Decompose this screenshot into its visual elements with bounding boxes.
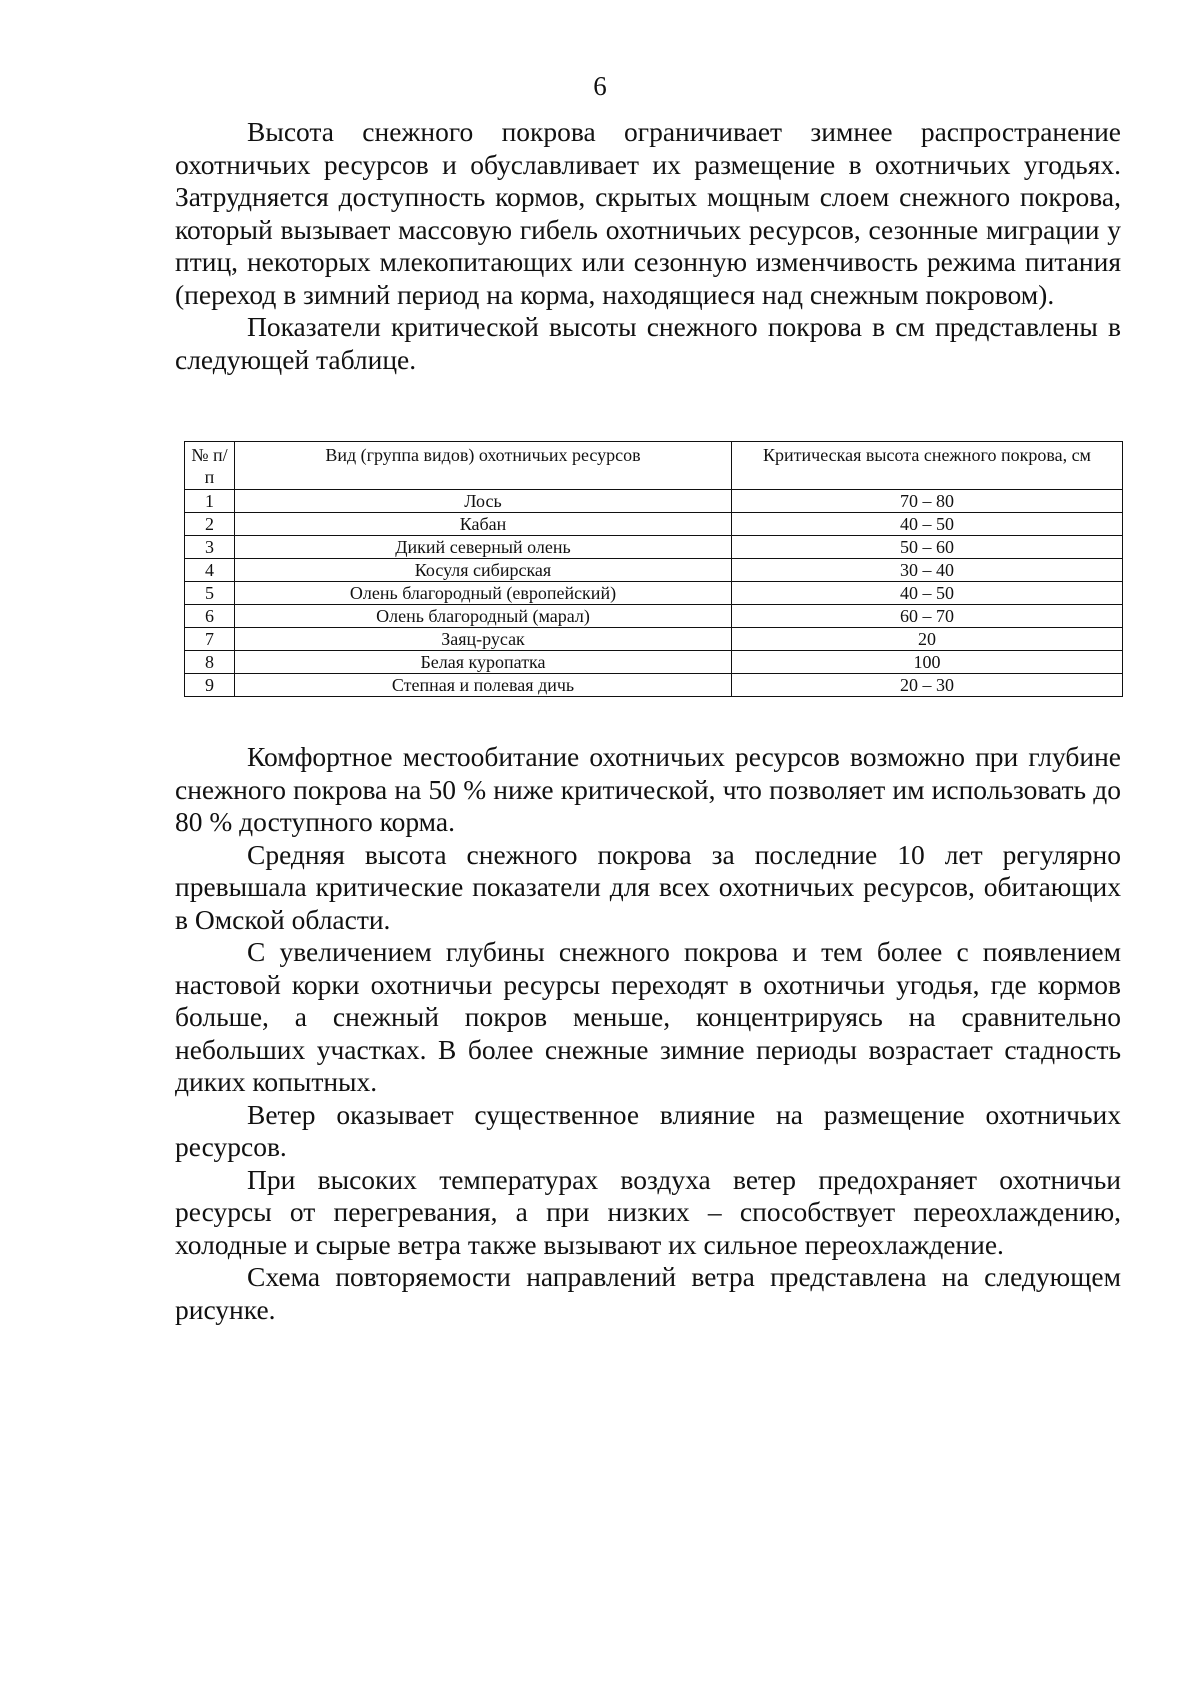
paragraph: Высота снежного покрова ограничивает зимнее распространение охотничьих ресурсов и обуславливает их размещение в охотничьих угодьях. Затрудняется доступность кормов, скрытых мощным слоем снежного покрова, который вызывает массовую гибель охотничьих ресурсов, сезонные миграции у птиц, некоторых млекопитающих или сезонную изменчивость режима питания (переход в зимний период на корма, находящиеся над снежным покровом). (175, 116, 1121, 310)
cell-species: Лось (235, 490, 732, 513)
paragraph: Ветер оказывает существенное влияние на размещение охотничьих ресурсов. (175, 1098, 1121, 1162)
cell-critical-height: 60 – 70 (732, 605, 1123, 628)
cell-number: 9 (185, 674, 235, 697)
cell-number: 2 (185, 513, 235, 536)
table-row (185, 651, 1123, 674)
table-row (185, 674, 1123, 697)
snow-depth-table-container (184, 441, 1122, 697)
cell-species: Степная и полевая дичь (235, 674, 732, 697)
cell-species: Косуля сибирская (235, 559, 732, 582)
paragraph: При высоких температурах воздуха ветер предохраняет охотничьи ресурсы от перегревания, а при низких – способствует переохлаждению, холодные и сырые ветра также вызывают их сильное переохлаждение. (175, 1163, 1121, 1260)
cell-number: 4 (185, 559, 235, 582)
table-row (185, 582, 1123, 605)
header-species: Вид (группа видов) охотничьих ресурсов (235, 442, 732, 490)
header-number: № п/п (185, 442, 235, 490)
cell-critical-height: 20 (732, 628, 1123, 651)
cell-critical-height: 70 – 80 (732, 490, 1123, 513)
paragraph: С увеличением глубины снежного покрова и тем более с появлением настовой корки охотничьи ресурсы переходят в охотничьи угодья, где кормов больше, а снежный покров меньше, концентрируясь на сравнительно небольших участках. В более снежные зимние периоды возрастает стадность диких копытных. (175, 936, 1121, 1097)
body-text-bottom (175, 741, 1121, 1326)
table-row (185, 559, 1123, 582)
paragraph: Комфортное местообитание охотничьих ресурсов возможно при глубине снежного покрова на 50 % ниже критической, что позволяет им использовать до 80 % доступного корма. (175, 741, 1121, 837)
cell-species: Дикий северный олень (235, 536, 732, 559)
cell-critical-height: 40 – 50 (732, 513, 1123, 536)
header-critical-height: Критическая высота снежного покрова, см (732, 442, 1123, 490)
cell-critical-height: 20 – 30 (732, 674, 1123, 697)
body-text-top (175, 116, 1121, 376)
cell-species: Заяц-русак (235, 628, 732, 651)
table-row (185, 628, 1123, 651)
cell-species: Олень благородный (европейский) (235, 582, 732, 605)
paragraph: Средняя высота снежного покрова за последние 10 лет регулярно превышала критические показатели для всех охотничьих ресурсов, обитающих в Омской области. (175, 838, 1121, 935)
paragraph: Схема повторяемости направлений ветра представлена на следующем рисунке. (175, 1261, 1121, 1325)
page-number: 6 (593, 71, 607, 101)
snow-depth-table (184, 441, 1123, 697)
cell-number: 5 (185, 582, 235, 605)
cell-number: 1 (185, 490, 235, 513)
paragraph: Показатели критической высоты снежного покрова в см представлены в следующей таблице. (175, 311, 1121, 375)
table-row (185, 490, 1123, 513)
cell-species: Белая куропатка (235, 651, 732, 674)
cell-number: 8 (185, 651, 235, 674)
table-header-row (185, 442, 1123, 490)
cell-species: Олень благородный (марал) (235, 605, 732, 628)
cell-critical-height: 50 – 60 (732, 536, 1123, 559)
cell-number: 7 (185, 628, 235, 651)
cell-critical-height: 100 (732, 651, 1123, 674)
cell-critical-height: 30 – 40 (732, 559, 1123, 582)
table-row (185, 513, 1123, 536)
cell-critical-height: 40 – 50 (732, 582, 1123, 605)
cell-number: 6 (185, 605, 235, 628)
table-row (185, 536, 1123, 559)
cell-species: Кабан (235, 513, 732, 536)
table-row (185, 605, 1123, 628)
cell-number: 3 (185, 536, 235, 559)
